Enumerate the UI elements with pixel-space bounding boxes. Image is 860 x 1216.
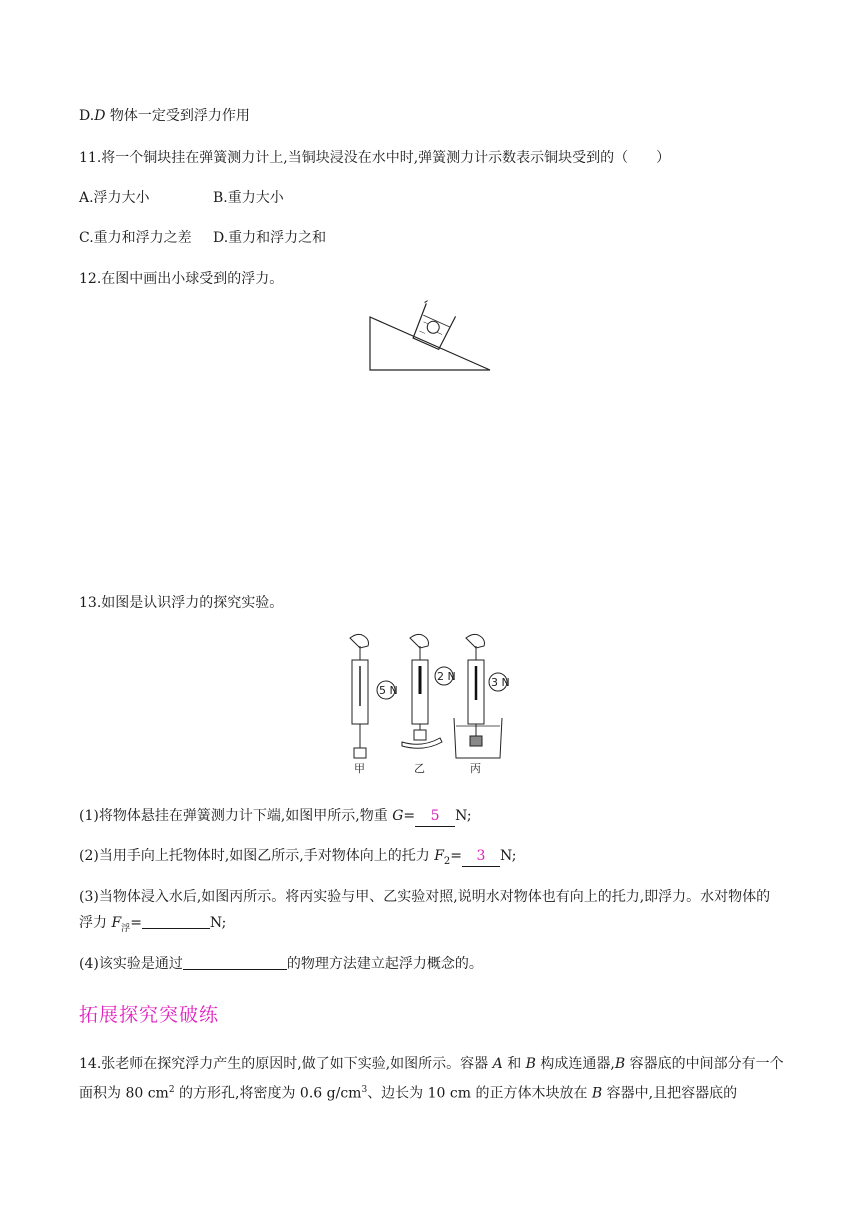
q14-stem: 14.张老师在探究浮力产生的原因时,做了如下实验,如图所示。容器 A 和 B 构成连通器,B 容器底的中间部分有一个面积为 80 $cm^2$ 的方形孔,将密度为 0.6 $g/cm^3$、边长为 10 cm 的正方体木块放在 B 容器中,且把容器底的 [79,1056,784,1102]
answer-3-blank[interactable] [142,914,210,929]
option-variable: D [94,108,106,124]
setup-jia [350,634,398,775]
q13-part-2: (2)当用手向上托物体时,如图乙所示,手对物体向上的托力 $F_2= 3$ N; [79,848,517,867]
q11-option-b: B.重力大小 [213,190,284,206]
answer-2: 3 [462,846,500,867]
q11-stem: 11.将一个铜块挂在弹簧测力计上,当铜块浸没在水中时,弹簧测力计示数表示铜块受到的（ ） [79,150,671,166]
q12-stem: 12.在图中画出小球受到的浮力。 [79,271,284,287]
q11-option-c: C.重力和浮力之差 [79,230,192,246]
setup-yi [402,634,456,775]
q10-option-d [79,106,250,126]
spring-scale-figure [340,630,520,780]
setup-bing [454,634,510,775]
label-jia: 甲 [354,762,365,775]
option-prefix: D. [79,108,95,124]
section-title: 拓展探究突破练 [79,1004,220,1026]
q13-part-1: (1)将物体悬挂在弹簧测力计下端,如图甲所示,物重 G= 5 N; [79,806,472,827]
incline-beaker-figure [365,300,495,378]
q13-stem: 13.如图是认识浮力的探究实验。 [79,595,284,611]
answer-4-blank[interactable] [183,955,287,970]
reading-jia: 5 N [379,684,398,697]
answer-1: 5 [415,806,455,827]
label-yi: 乙 [414,762,425,775]
q13-part-4: (4)该实验是通过 的物理方法建立起浮力概念的。 [79,956,483,972]
reading-yi: 2 N [437,670,456,683]
option-text: 物体一定受到浮力作用 [105,108,250,124]
q13-part-3: (3)当物体浸入水后,如图丙所示。将丙实验与甲、乙实验对照,说明水对物体也有向上的托力,即浮力。水对物体的浮力 $F_浮= N$; [79,889,771,934]
label-bing: 丙 [470,762,481,775]
q11-option-d: D.重力和浮力之和 [213,230,327,246]
reading-bing: 3 N [491,676,510,689]
q11-option-a: A.浮力大小 [79,190,150,206]
